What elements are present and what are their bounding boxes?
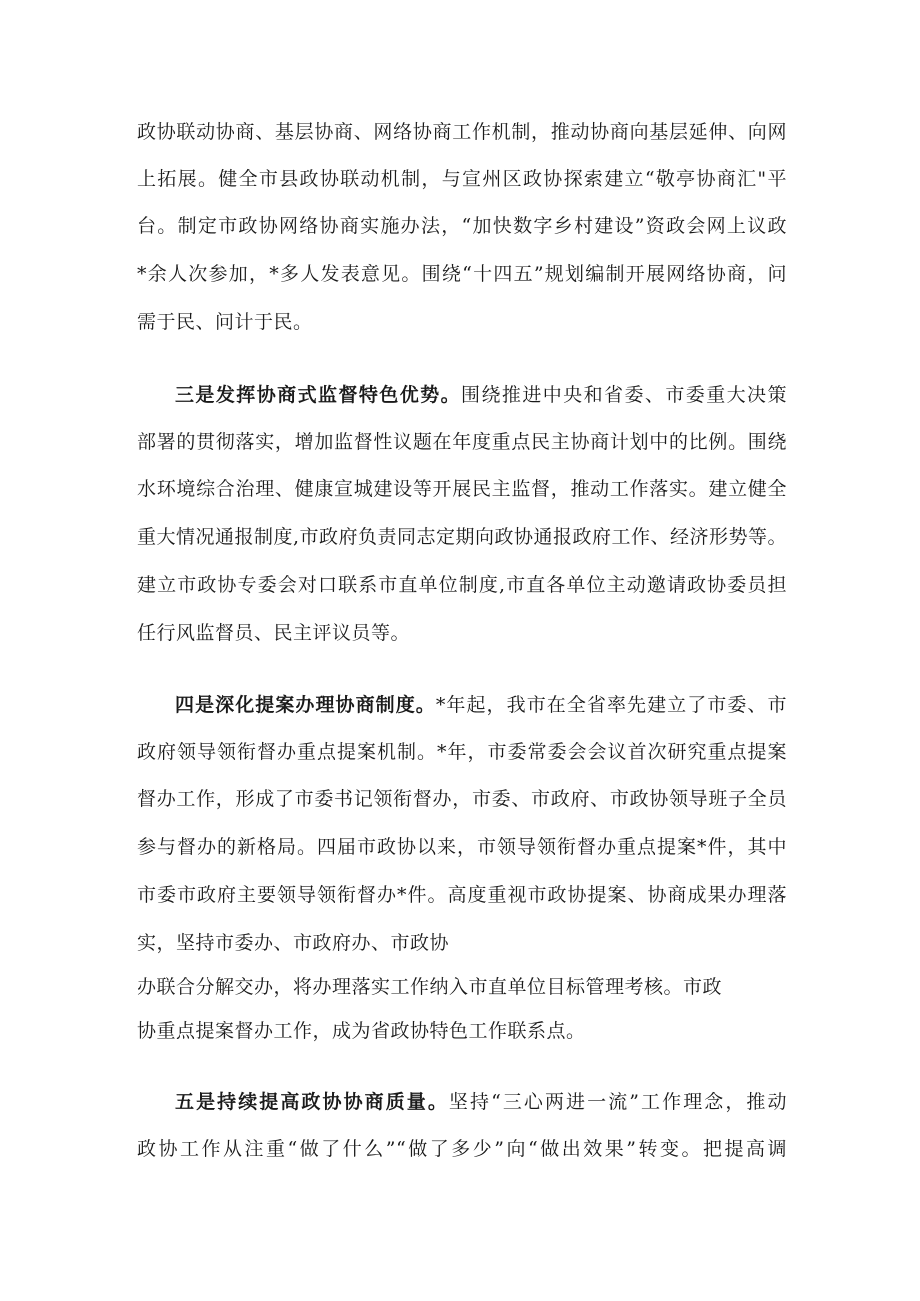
text-line: 政协工作从注重“做了什么”“做了多少”向“做出效果”转变。把提高调: [137, 1138, 787, 1160]
text-line: 办联合分解交办，将办理落实工作纳入市直单位目标管理考核。市政: [137, 976, 723, 998]
paragraph-lead-text: *年起，我市在全省率先建立了市委、市: [435, 694, 787, 716]
paragraph-heading: 四是深化提案办理协商制度。: [175, 694, 436, 716]
text-line: 协重点提案督办工作，成为省政协特色工作联系点。: [137, 1020, 586, 1042]
paragraph-heading: 三是发挥协商式监督特色优势。: [175, 384, 462, 406]
paragraph-heading: 五是持续提高政协协商质量。: [175, 1091, 449, 1113]
text-line: 任行风监督员、民主评议员等。: [137, 622, 411, 644]
text-line: 部署的贯彻落实，增加监督性议题在年度重点民主协商计划中的比例。围绕: [137, 431, 787, 453]
text-line: 政府领导领衔督办重点提案机制。*年，市委常委会会议首次研究重点提案: [137, 741, 787, 763]
paragraph-lead-text: 围绕推进中央和省委、市委重大决策: [461, 384, 787, 406]
text-line: 建立市政协专委会对口联系市直单位制度,市直各单位主动邀请政协委员担: [137, 574, 787, 596]
text-line: 政协联动协商、基层协商、网络协商工作机制，推动协商向基层延伸、向网: [137, 121, 787, 143]
text-line: 水环境综合治理、健康宣城建设等开展民主监督，推动工作落实。建立健全: [137, 478, 787, 500]
paragraph-first-line: [175, 383, 787, 407]
text-line: 重大情况通报制度,市政府负责同志定期向政协通报政府工作、经济形势等。: [137, 526, 788, 548]
text-line: 台。制定市政协网络协商实施办法，“加快数字乡村建设”资政会网上议政: [137, 215, 787, 237]
text-line: 需于民、问计于民。: [137, 311, 313, 333]
text-line: 上拓展。健全市县政协联动机制，与宣州区政协探索建立“敬亭协商汇"平: [137, 168, 787, 190]
text-line: 实，坚持市委办、市政府办、市政协: [137, 932, 450, 954]
paragraph-first-line: [175, 1090, 787, 1114]
text-line: 参与督办的新格局。四届市政协以来，市领导领衔督办重点提案*件，其中: [137, 836, 787, 858]
paragraph-lead-text: 坚持“三心两进一流”工作理念，推动: [448, 1091, 787, 1113]
text-line: *余人次参加，*多人发表意见。围绕“十四五”规划编制开展网络协商，问: [137, 263, 787, 285]
text-line: 市委市政府主要领导领衔督办*件。高度重视市政协提案、协商成果办理落: [137, 884, 787, 906]
text-line: 督办工作，形成了市委书记领衔督办，市委、市政府、市政协领导班子全员: [137, 788, 787, 810]
paragraph-first-line: [175, 693, 787, 717]
